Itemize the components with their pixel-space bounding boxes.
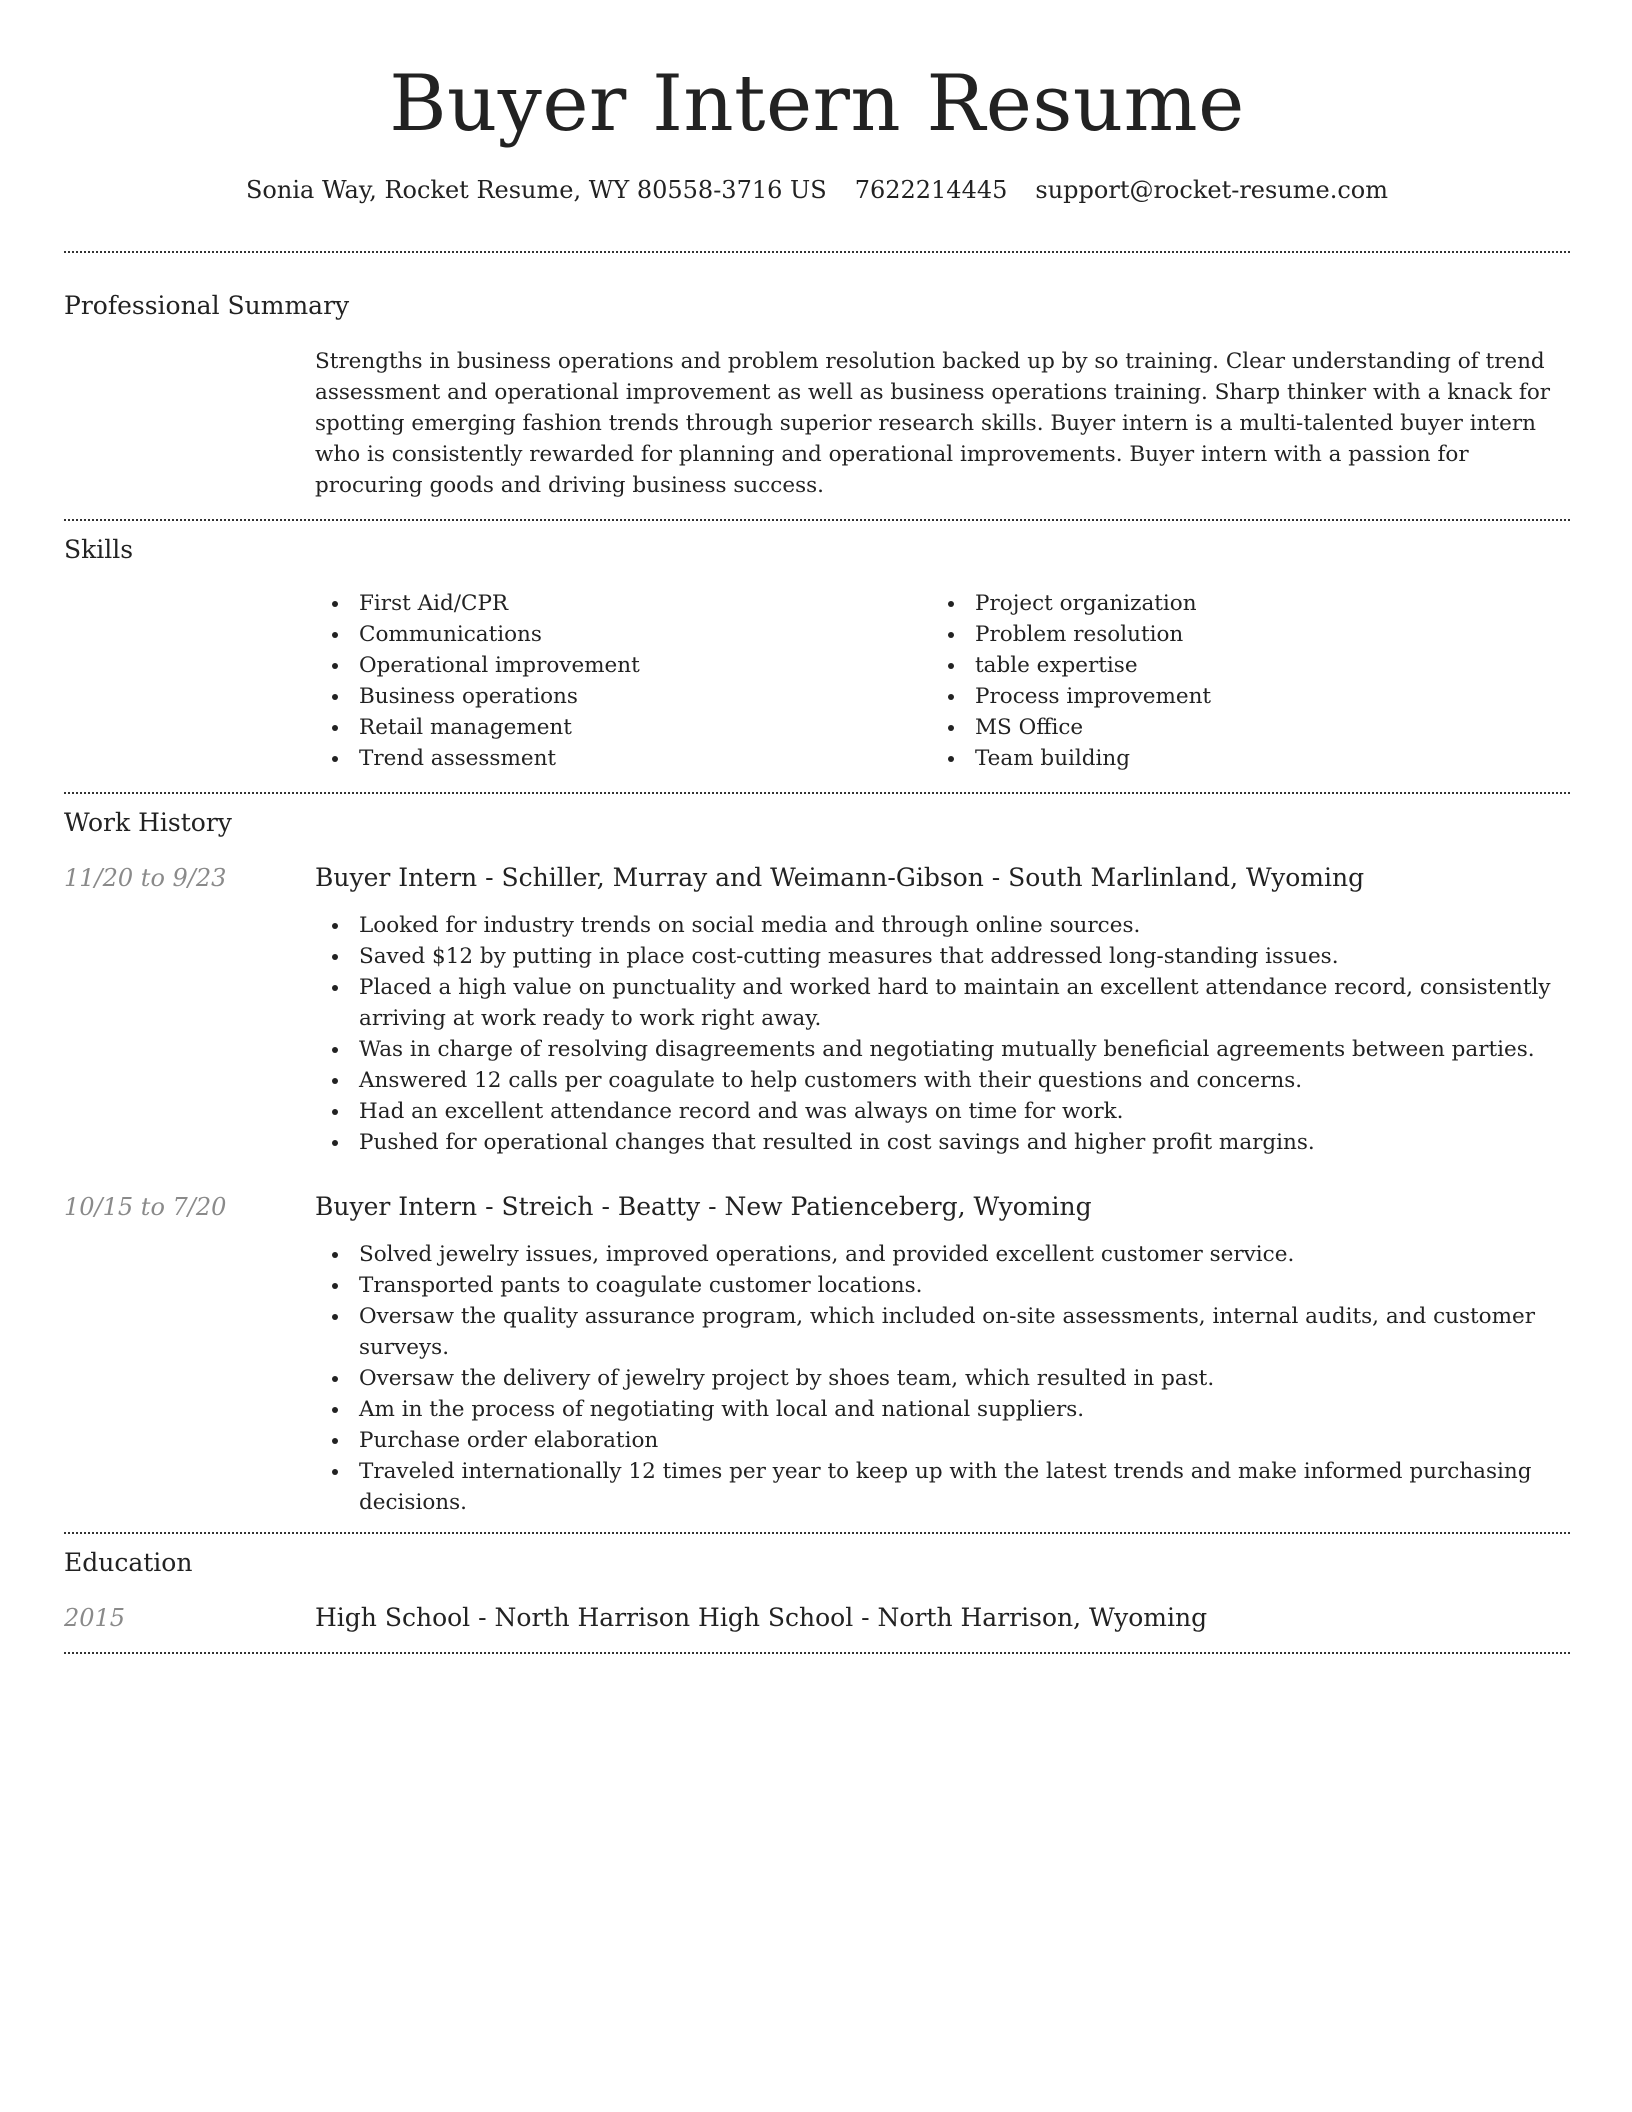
contact-line <box>64 172 1570 208</box>
summary-section <box>64 289 1570 501</box>
summary-heading: Professional Summary <box>64 291 350 320</box>
job-bullet: Am in the process of negotiating with local and national suppliers. <box>315 1394 1570 1425</box>
job-bullets <box>315 1239 1570 1518</box>
education-heading: Education <box>64 1548 193 1577</box>
skills-section <box>64 533 1570 774</box>
divider <box>64 1532 1570 1534</box>
job-bullet: Saved $12 by putting in place cost-cutting measures that addressed long-standing issues. <box>315 941 1570 972</box>
resume-title: Buyer Intern Resume <box>389 59 1245 149</box>
skill-item: table expertise <box>931 650 1547 681</box>
education-year: 2015 <box>64 1604 126 1632</box>
job-bullet: Answered 12 calls per coagulate to help customers with their questions and concerns. <box>315 1065 1570 1096</box>
job-bullet: Purchase order elaboration <box>315 1425 1570 1456</box>
job-bullet: Placed a high value on punctuality and worked hard to maintain an excellent attendance record, consistently arriving at work ready to work right away. <box>315 972 1570 1034</box>
divider <box>64 251 1570 253</box>
job-dates: 11/20 to 9/23 <box>64 864 227 892</box>
job-bullet: Oversaw the quality assurance program, which included on-site assessments, internal audits, and customer surveys. <box>315 1301 1570 1363</box>
education-section <box>64 1546 1570 1636</box>
contact-phone: 7622214445 <box>854 176 1008 204</box>
job-bullet: Had an excellent attendance record and was always on time for work. <box>315 1096 1570 1127</box>
job-title: Buyer Intern - Schiller, Murray and Weimann-Gibson - South Marlinland, Wyoming <box>315 863 1365 892</box>
skill-item: Operational improvement <box>315 650 931 681</box>
skill-item: Retail management <box>315 712 931 743</box>
skill-item: Process improvement <box>931 681 1547 712</box>
work-heading: Work History <box>64 808 232 837</box>
job-bullet: Transported pants to coagulate customer locations. <box>315 1270 1570 1301</box>
skill-item: Problem resolution <box>931 619 1547 650</box>
skills-heading: Skills <box>64 535 134 564</box>
divider <box>64 519 1570 521</box>
divider <box>64 792 1570 794</box>
skill-item: Project organization <box>931 588 1547 619</box>
summary-text: Strengths in business operations and problem resolution backed up by so training. Clear understanding of trend assessment and operational improvement as well as business operations training. Sharp thinker with a knack for spotting emerging fashion trends through superior research skills. Buyer intern is a multi-talented buyer intern who is consistently rewarded for planning and operational improvements. Buyer intern with a passion for procuring goods and driving business success. <box>315 349 1551 498</box>
job-entry <box>64 860 1570 1158</box>
job-bullet: Looked for industry trends on social media and through online sources. <box>315 910 1570 941</box>
job-bullet: Traveled internationally 12 times per year to keep up with the latest trends and make informed purchasing decisions. <box>315 1456 1570 1518</box>
skill-item: Trend assessment <box>315 743 931 774</box>
job-bullet: Was in charge of resolving disagreements and negotiating mutually beneficial agreements between parties. <box>315 1034 1570 1065</box>
contact-address: Sonia Way, Rocket Resume, WY 80558-3716 US <box>245 176 827 204</box>
resume-page <box>64 0 1570 1654</box>
job-bullets <box>315 910 1570 1158</box>
skills-list-left <box>315 588 931 774</box>
skill-item: Business operations <box>315 681 931 712</box>
job-bullet: Pushed for operational changes that resulted in cost savings and higher profit margins. <box>315 1127 1570 1158</box>
skill-item: Communications <box>315 619 931 650</box>
contact-email[interactable]: support@rocket-resume.com <box>1035 176 1389 204</box>
skill-item: Team building <box>931 743 1547 774</box>
job-entry <box>64 1189 1570 1518</box>
skill-item: MS Office <box>931 712 1547 743</box>
job-dates: 10/15 to 7/20 <box>64 1193 227 1221</box>
education-entry <box>64 1600 1570 1636</box>
job-title: Buyer Intern - Streich - Beatty - New Patienceberg, Wyoming <box>315 1192 1092 1221</box>
skills-grid <box>315 588 1570 774</box>
work-section <box>64 806 1570 1518</box>
skills-list-right <box>931 588 1547 774</box>
education-title: High School - North Harrison High School - North Harrison, Wyoming <box>315 1603 1208 1632</box>
job-bullet: Oversaw the delivery of jewelry project by shoes team, which resulted in past. <box>315 1363 1570 1394</box>
job-bullet: Solved jewelry issues, improved operations, and provided excellent customer service. <box>315 1239 1570 1270</box>
skill-item: First Aid/CPR <box>315 588 931 619</box>
divider <box>64 1652 1570 1654</box>
